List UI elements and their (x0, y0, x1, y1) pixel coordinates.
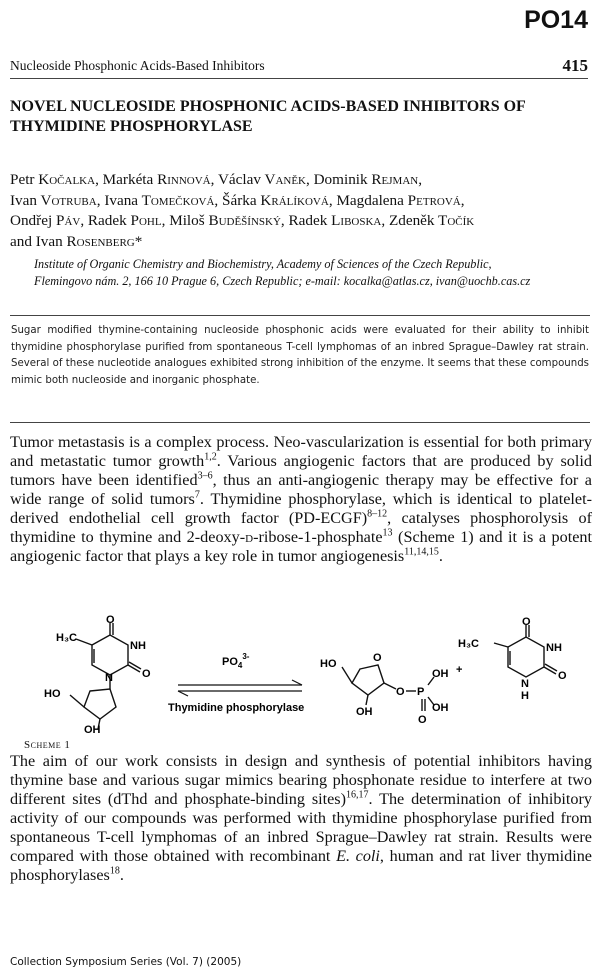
author-surname: rálíková (271, 191, 329, 209)
author-surname: uděšínský (218, 212, 281, 229)
text-span: , human and rat liver thymidine phosphorylases (10, 847, 592, 884)
author-name (10, 212, 80, 229)
oxygen-label: O (522, 616, 531, 628)
author-name (336, 192, 460, 209)
scheme-caption: Scheme 1 (24, 739, 71, 751)
body-paragraph-1 (10, 433, 592, 566)
author-comma: , (210, 171, 218, 188)
running-head-title: Nucleoside Phosphonic Acids-Based Inhibitors (10, 58, 265, 73)
author-surname: otruba (51, 191, 97, 209)
article-title (10, 97, 590, 137)
footer-series: Collection Symposium Series (Vol. 7) (2005) (10, 956, 242, 968)
author-surname-initial: K (260, 191, 272, 209)
author-surname: očalka (49, 171, 96, 188)
author-given-name: Radek (288, 212, 332, 229)
abstract: Sugar modified thymine-containing nucleoside phosphonic acids were evaluated for their ability to inhibit thymidine phosphorylase purified from spontaneous T-cell lymphomas of an inbred Sprague–Dawley rat strain. Several of these nucleotide analogues exhibited strong inhibition of the enzyme. It seems that these compounds mimic both nucleoside and inorganic phosphate. (10, 315, 590, 423)
author-comma: , (418, 171, 423, 188)
author-surname-initial: B (208, 212, 219, 229)
author-surname: omečková (150, 191, 215, 209)
text-span: . Various angiogenic factors that are produced by solid tumors have been identified (10, 452, 592, 489)
nh-label: NH (546, 642, 562, 654)
citation-ref: 1,2 (204, 451, 217, 463)
equilibrium-arrow (178, 680, 302, 696)
author-given-name: Ivan (10, 191, 41, 209)
author-surname-initial: R (66, 232, 77, 250)
text-span: , catalyses phosphorolysis of thymidine to thymine and 2-deoxy- (10, 509, 592, 546)
oxygen-label: O (373, 652, 382, 664)
text-span: The aim of our work consists in design and synthesis of potential inhibitors having thymine base and various sugar mimics bearing phosphonate residue to interfere at two different sites (dThd and phosphate-binding sites) (10, 752, 592, 808)
author-surname-initial: K (38, 171, 50, 188)
author-and: and (10, 232, 36, 250)
author-surname-initial: P (130, 212, 139, 229)
author-name (289, 212, 382, 229)
running-head (10, 52, 588, 79)
author-surname: očík (447, 212, 475, 229)
enzyme-label: Thymidine phosphorylase (168, 702, 305, 714)
oh-label: OH (84, 724, 101, 735)
ho-label: HO (320, 658, 337, 670)
author-comma: , (161, 212, 170, 229)
nh-label: NH (130, 640, 146, 652)
phosphate-reagent: $PO_4^{3-}$ (222, 652, 250, 670)
author-name (88, 212, 162, 229)
text-span: . (119, 866, 124, 884)
author-given-name: Václav (217, 171, 265, 188)
author-given-name: Petr (10, 171, 39, 188)
oxygen-label: O (106, 615, 115, 626)
plus-sign: + (456, 664, 463, 676)
article-title-line-1: NOVEL NUCLEOSIDE PHOSPHONIC ACIDS-BASED INHIBITORS OF (10, 98, 526, 115)
oxygen-label: O (418, 714, 427, 726)
author-name (389, 212, 474, 229)
author-surname-initial: T (438, 212, 448, 229)
author-surname: ohl (138, 212, 162, 229)
affiliation-line-1: Institute of Organic Chemistry and Biochemistry, Academy of Sciences of the Czech Republic, (34, 257, 492, 271)
author-given-name: Zdeněk (388, 212, 439, 229)
citation-ref: 16,17 (345, 789, 369, 801)
author-name (10, 171, 95, 188)
author-list (10, 170, 590, 252)
author-comma: , (96, 191, 105, 209)
author-surname-initial: R (371, 171, 382, 188)
author-given-name: Ivan (35, 232, 67, 250)
author-comma: , (280, 212, 289, 229)
author-surname: osenberg (76, 232, 135, 250)
text-span: . The determination of inhibitory activity of our compounds was performed with thymidine phosphorylase purified from spontaneous T-cell lymphomas of an inbred Sprague–Dawley rat strain. Results were compared with those obtained with recombinant (10, 790, 592, 865)
author-name (218, 171, 306, 188)
page-number: 415 (562, 56, 588, 75)
author-surname-initial: V (40, 191, 52, 209)
citation-ref: 3–6 (197, 470, 213, 482)
author-comma: , (80, 212, 88, 229)
author-surname: aněk (275, 171, 306, 188)
text-span: . Thymidine phosphorylase, which is identical to platelet-derived endothelial cell growth factor (PD-ECGF) (10, 490, 592, 527)
reaction-scheme (30, 615, 590, 735)
author-comma: , (381, 212, 389, 229)
author-surname: ejman (381, 171, 419, 188)
author-surname: innová (167, 171, 211, 188)
small-caps-d: d (245, 528, 254, 546)
methyl-label: H₃C (56, 632, 77, 644)
paper-code: PO14 (524, 6, 588, 34)
oh-label: OH (356, 706, 373, 718)
body-paragraph-2 (10, 752, 592, 885)
author-comma: , (328, 191, 337, 209)
citation-ref: 18 (109, 865, 120, 877)
article-title-line-2: THYMIDINE PHOSPHORYLASE (10, 118, 253, 135)
author-comma: , (460, 191, 465, 209)
author-given-name: Markéta (102, 171, 158, 188)
author-surname-initial: P (55, 212, 65, 229)
text-span: , thus an anti-angiogenic therapy may be effective for a wide range of solid tumors (10, 471, 592, 508)
phosphorus-label: P (417, 686, 425, 698)
author-comma: , (95, 171, 103, 188)
author-given-name: Šárka (222, 191, 261, 209)
author-surname: iboska (340, 212, 382, 229)
author-given-name: Ivana (104, 191, 142, 209)
oxygen-label: O (142, 668, 151, 680)
author-surname-initial: P (407, 191, 417, 209)
author-given-name: Dominik (313, 171, 372, 188)
affiliation-line-2: Flemingovo nám. 2, 166 10 Prague 6, Czech Republic; e-mail: kocalka@atlas.cz, ivan@uochb.cas.cz (34, 274, 531, 288)
ho-label: HO (44, 688, 61, 700)
author-name (103, 171, 211, 188)
author-surname-initial: R (157, 171, 168, 188)
nitrogen-label: N (105, 672, 113, 684)
author-surname-initial: L (331, 212, 341, 229)
text-span: (Scheme 1) and it is a potent angiogenic factor that plays a key role in tumor angiogenesis (10, 528, 593, 565)
author-given-name: Radek (87, 212, 131, 229)
citation-ref: 7 (194, 489, 200, 501)
affiliation (34, 256, 594, 290)
italic-species: E. coli (336, 847, 380, 865)
author-given-name: Ondřej (10, 212, 56, 229)
author-comma: , (214, 191, 222, 209)
author-given-name: Magdalena (336, 191, 408, 209)
oxygen-label: O (396, 686, 405, 698)
corresponding-star: * (134, 232, 143, 250)
author-comma: , (306, 171, 314, 188)
hydrogen-label: H (521, 690, 529, 702)
author-name (36, 233, 135, 250)
oxygen-label: O (558, 670, 567, 682)
oh-label: OH (432, 668, 449, 680)
text-span: . (438, 547, 443, 565)
citation-ref: 13 (382, 527, 393, 539)
text-span: Tumor metastasis is a complex process. Neo-vascularization is essential for both primary and metastatic tumor growth (10, 433, 592, 470)
author-name (169, 212, 281, 229)
author-name (104, 192, 214, 209)
oh-label: OH (432, 702, 449, 714)
author-given-name: Miloš (169, 212, 209, 229)
author-surname-initial: T (141, 191, 151, 209)
author-name (10, 192, 97, 209)
author-surname-initial: V (264, 171, 276, 188)
text-span: -ribose-1-phosphate (253, 528, 383, 546)
author-name (314, 171, 419, 188)
citation-ref: 11,14,15 (404, 546, 439, 558)
author-surname: etrová (416, 191, 461, 209)
methyl-label: H₃C (458, 638, 479, 650)
citation-ref: 8–12 (367, 508, 388, 520)
author-name (222, 192, 329, 209)
author-surname: áv (64, 212, 81, 229)
nitrogen-label: N (521, 678, 529, 690)
